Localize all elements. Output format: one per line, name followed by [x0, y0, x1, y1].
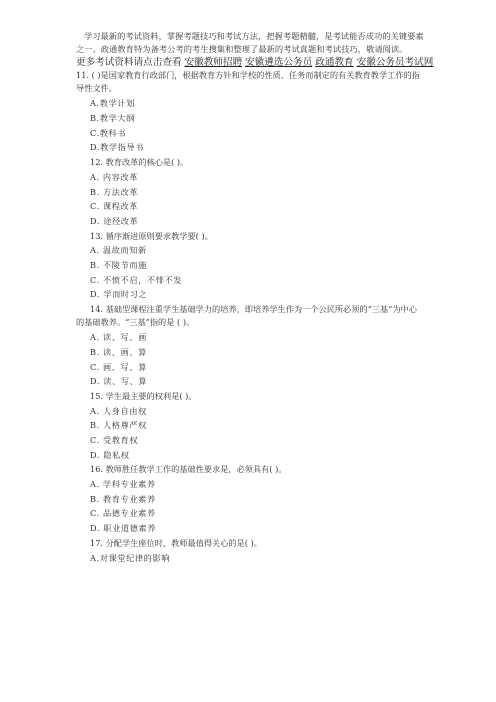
- option-line: D. 读、写、算: [90, 376, 148, 387]
- option-line: D. 途径改革: [90, 215, 139, 226]
- link-zhengtong-education[interactable]: 政通教育: [315, 57, 354, 69]
- option-line: C. 受教育权: [90, 435, 139, 445]
- question-line: 14. 基础型课程注重学生基础学力的培养，即培养学生作为一个公民所必须的“三基”为中心的基础教养。“三基”指的是 ( )。: [76, 304, 417, 327]
- more-resources-lead: 更多考试资料请点击查看: [76, 57, 182, 69]
- document-page: [76, 30, 434, 565]
- link-anhui-civil-servant-exam[interactable]: 安徽公务员考试网: [356, 57, 434, 69]
- option-line: A. 读、写、画: [90, 332, 147, 343]
- option-line: A.对课堂纪律的影响: [90, 552, 171, 563]
- question-list: [76, 96, 424, 565]
- option-line: D. 隐私权: [90, 449, 130, 460]
- option-line: C. 不愤不启，不悱不发: [90, 274, 183, 285]
- option-line: B. 人格尊严权: [90, 420, 147, 431]
- option-line: B. 不陵节而施: [90, 259, 147, 270]
- option-line: D. 职业道德素养: [90, 523, 157, 534]
- more-resources-line: [76, 57, 434, 69]
- option-line: A. 内容改革: [90, 171, 139, 182]
- link-anhui-teacher-recruitment[interactable]: 安徽教师招聘: [184, 57, 243, 69]
- option-line: D.教学指导书: [90, 142, 145, 153]
- option-line: C. 品德专业素养: [90, 508, 156, 519]
- option-line: A. 学科专业素养: [90, 479, 156, 490]
- option-line: B. 方法改革: [90, 186, 139, 197]
- question-11: 11. ( )是国家教育行政部门，根据教育方针和学校的性质、任务而制定的有关教育教学工作的指导性文件。: [76, 70, 420, 93]
- option-line: B. 教育专业素养: [90, 493, 156, 504]
- option-line: B.教学大纲: [90, 113, 135, 124]
- option-line: C.教科书: [90, 127, 127, 138]
- question-line: 16. 教师胜任教学工作的基础性要求是，必须具有( )。: [90, 464, 287, 475]
- question-line: 15. 学生最主要的权利是( )。: [90, 390, 197, 401]
- question-line: 13. 循序渐进原则要求教学要( )。: [90, 230, 213, 241]
- question-line: 17. 分配学生座位时，教师最值得关心的是( )。: [90, 537, 262, 548]
- intro-paragraph: 学习最新的考试资料，掌握考题技巧和考试方法，把握考题精髓，是考试能否成功的关键要素之一。政通教育特为备考公考的考生搜集和整理了最新的考试真题和考试技巧，敬请阅读。: [76, 31, 424, 54]
- link-anhui-civil-servant-selection[interactable]: 安徽遴选公务员: [245, 57, 313, 69]
- question-line: 12. 教育改革的核心是( )。: [90, 157, 189, 168]
- option-line: A. 人身自由权: [90, 405, 147, 416]
- option-line: A. 温故而知新: [90, 245, 147, 256]
- option-line: C. 课程改革: [90, 201, 139, 212]
- option-line: A.教学计划: [90, 98, 135, 109]
- option-line: D. 学而时习之: [90, 289, 148, 300]
- option-line: C. 画、写、算: [90, 361, 147, 372]
- option-line: B. 读、画、算: [90, 346, 147, 357]
